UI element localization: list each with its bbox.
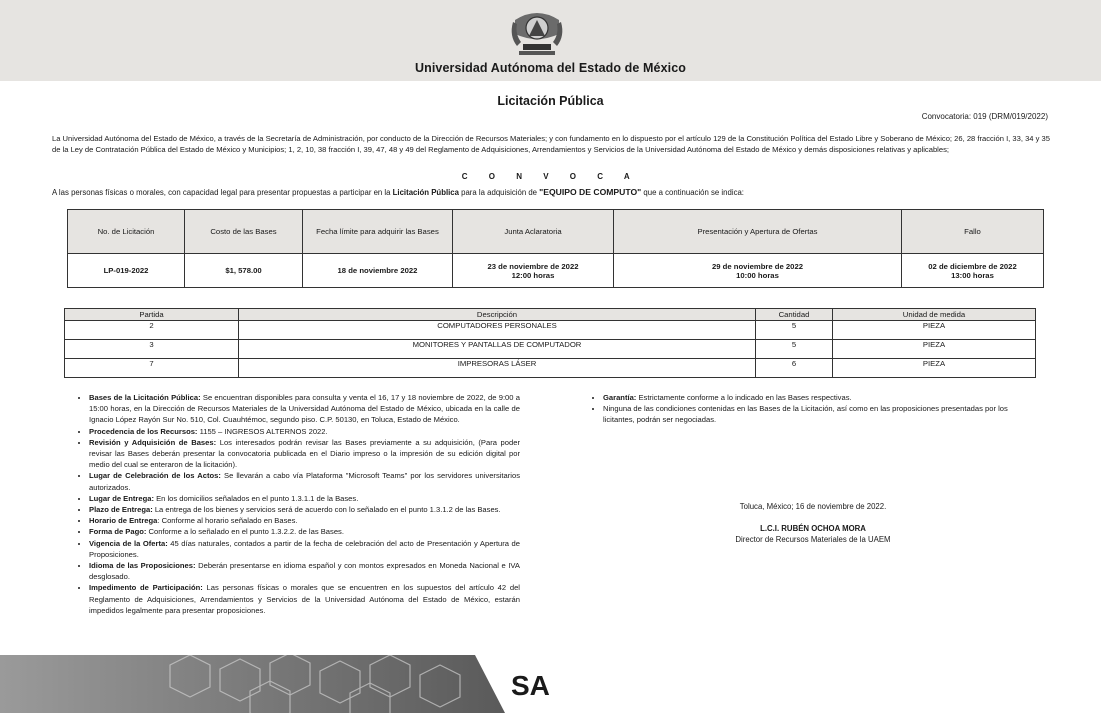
- invite-text-mid: para la adquisición de: [458, 188, 540, 197]
- list-item: [89, 526, 520, 537]
- page-header: [0, 0, 1101, 81]
- apertura-cell: [614, 254, 902, 288]
- cantidad-cell: 5: [756, 340, 833, 359]
- descripcion-cell: IMPRESORAS LÁSER: [239, 359, 756, 378]
- item-text: 1155 – INGRESOS ALTERNOS 2022.: [197, 426, 328, 436]
- item-text: Conforme a lo señalado en el punto 1.3.2.2. de las Bases.: [146, 527, 344, 537]
- list-item: [89, 515, 520, 526]
- item-text: En los domicilios señalados en el punto 1.3.1.1 de la Bases.: [153, 493, 359, 503]
- table-row: [65, 321, 1036, 340]
- header-cell: Junta Aclaratoria: [453, 210, 614, 254]
- fallo-time: 13:00 horas: [951, 270, 994, 280]
- table-header-row: [65, 309, 1036, 321]
- item-text: Se llevarán a cabo vía Plataforma "Microsoft Teams" por los servidores universitarios autorizados.: [89, 471, 521, 492]
- descripcion-cell: COMPUTADORES PERSONALES: [239, 321, 756, 340]
- item-text: Ninguna de las condiciones contenidas en las Bases de la Licitación, así como en las proposiciones presentadas por los licitantes, podrán ser negociadas.: [603, 404, 1008, 425]
- invite-item-name: "EQUIPO DE COMPUTO": [539, 187, 642, 197]
- list-item: [89, 470, 520, 492]
- apertura-date: 29 de noviembre de 2022: [711, 261, 803, 271]
- header-cell: Partida: [65, 309, 239, 321]
- university-seal-icon: [507, 6, 567, 58]
- junta-time: 12:00 horas: [511, 270, 555, 280]
- partida-cell: 2: [65, 321, 239, 340]
- conditions-list-right: [603, 392, 1039, 426]
- item-label: Idioma de las Proposiciones:: [89, 561, 196, 571]
- item-label: Lugar de Celebración de los Actos:: [89, 471, 221, 481]
- fallo-cell: [902, 254, 1044, 288]
- descripcion-cell: MONITORES Y PANTALLAS DE COMPUTADOR: [239, 340, 756, 359]
- table-row: [65, 359, 1036, 378]
- tender-cost: $1, 578.00: [185, 254, 303, 288]
- table-header-row: [68, 210, 1044, 254]
- item-label: Procedencia de los Recursos:: [89, 426, 198, 436]
- intro-paragraph: La Universidad Autónoma del Estado de México, a través de la Secretaría de Administración, por conducto de la Dirección de Recursos Materiales; y con fundamento en lo dispuesto por el artículo 129 de la Constitución Política del Estado Libre y Soberano de México; 26, 28 fracción I, 33, 34 y 35 de la Ley de Contratación Pública del Estado de México y Municipios; 1, 2, 10, 38 fracción I, 39, 47, 48 y 49 del Reglamento de Adquisiciones, Arrendamientos y Servicios de la Universidad Autónoma del Estado de México y demás disposiciones relativas y aplicables;: [52, 134, 1050, 154]
- invite-text-pre: A las personas físicas o morales, con capacidad legal para presentar propuestas a participar en la: [52, 188, 393, 197]
- footer-pattern-graphic: [0, 655, 505, 713]
- cantidad-cell: 5: [756, 321, 833, 340]
- conditions-list-left: [89, 392, 520, 616]
- item-text: Deberán presentarse en idioma español y con montos expresados en Moneda Nacional e IVA desglosado.: [89, 561, 520, 582]
- fallo-date: 02 de diciembre de 2022: [928, 261, 1017, 271]
- list-item: [89, 392, 520, 426]
- unidad-cell: PIEZA: [833, 321, 1036, 340]
- item-label: Horario de Entrega: [89, 516, 158, 526]
- item-label: Bases de la Licitación Pública:: [89, 393, 201, 402]
- item-text: La entrega de los bienes y servicios será de acuerdo con lo señalado en el punto 1.3.1.2 de las Bases.: [152, 505, 501, 515]
- header-cell: Fallo: [902, 210, 1044, 254]
- list-item: [89, 538, 520, 560]
- item-label: Plazo de Entrega:: [89, 505, 153, 515]
- item-label: Lugar de Entrega:: [89, 493, 154, 503]
- university-name: Universidad Autónoma del Estado de México: [414, 61, 687, 75]
- invite-text-bold: Licitación Pública: [392, 188, 459, 197]
- header-cell: Descripción: [239, 309, 756, 321]
- list-item: [89, 426, 520, 437]
- item-text: Estrictamente conforme a lo indicado en las Bases respectivas.: [636, 393, 852, 402]
- signature-position: Director de Recursos Materiales de la UAEM: [735, 535, 891, 544]
- item-text: Los interesados podrán revisar las Bases previamente a su adquisición, (Para poder revisar las Bases deberán presentar la convocatoria publicada en el Diario impreso o la impresión de su edición digital por medio del cual se enteraron de la licitación).: [89, 437, 520, 470]
- unidad-cell: PIEZA: [833, 340, 1036, 359]
- header-cell: Unidad de medida: [833, 309, 1036, 321]
- cantidad-cell: 6: [756, 359, 833, 378]
- table-row: [65, 340, 1036, 359]
- invite-text-post: que a continuación se indica:: [641, 188, 744, 197]
- page-title: Licitación Pública: [497, 94, 604, 108]
- junta-cell: [453, 254, 614, 288]
- signature-place-date: Toluca, México; 16 de noviembre de 2022.: [739, 502, 887, 511]
- header-cell: No. de Licitación: [68, 210, 185, 254]
- list-item: [89, 504, 520, 515]
- junta-date: 23 de noviembre de 2022: [487, 261, 579, 271]
- list-item: [603, 403, 1039, 425]
- signature-name: L.C.I. RUBÉN OCHOA MORA: [760, 524, 866, 533]
- convocatoria-number: Convocatoria: 019 (DRM/019/2022): [921, 112, 1048, 121]
- footer-mark: SA: [511, 670, 550, 701]
- header-cell: Cantidad: [756, 309, 833, 321]
- list-item: [89, 582, 520, 616]
- header-cell: Presentación y Apertura de Ofertas: [614, 210, 902, 254]
- list-item: [89, 560, 520, 582]
- list-item: [89, 493, 520, 504]
- item-label: Revisión y Adquisición de Bases:: [89, 437, 217, 447]
- partida-cell: 3: [65, 340, 239, 359]
- item-label: Impedimento de Participación:: [89, 583, 203, 593]
- list-item: [603, 392, 1039, 403]
- invitation-paragraph: [52, 187, 744, 197]
- item-text: Se encuentran disponibles para consulta y venta el 16, 17 y 18 noviembre de 2022, de 9:00 a 15:00 horas, en la Dirección de Recursos Materiales de la Universidad Autónoma del Estado de México, ubicada en la calle de Ignacio López Rayón Sur No. 510, Col. Cuauhtémoc, segundo piso. C.P. 50130, en Toluca, Estado de México.: [89, 393, 520, 425]
- convoca-heading: C O N V O C A: [461, 172, 640, 181]
- table-row: [68, 254, 1044, 288]
- apertura-time: 10:00 horas: [736, 270, 779, 280]
- item-label: Forma de Pago:: [89, 527, 147, 537]
- item-text: 45 días naturales, contados a partir de la fecha de celebración del acto de Presentación y Apertura de Proposiciones.: [89, 538, 520, 559]
- tender-schedule-table: [67, 209, 1044, 288]
- item-text: Las personas físicas o morales que se encuentren en los supuestos del artículo 42 del Reglamento de Adquisiciones, Arrendamientos y Servicios de la Universidad Autónoma del Estado de México, estarán impedidos legalmente para presentar proposiciones.: [89, 583, 520, 615]
- item-label: Garantía:: [603, 393, 637, 402]
- tender-number: LP-019-2022: [68, 254, 185, 288]
- item-text: : Conforme al horario señalado en Bases.: [157, 516, 298, 526]
- list-item: [89, 437, 520, 471]
- tender-deadline: 18 de noviembre 2022: [303, 254, 453, 288]
- header-cell: Fecha límite para adquirir las Bases: [303, 210, 453, 254]
- item-label: Vigencia de la Oferta:: [89, 538, 168, 548]
- partida-cell: 7: [65, 359, 239, 378]
- unidad-cell: PIEZA: [833, 359, 1036, 378]
- header-cell: Costo de las Bases: [185, 210, 303, 254]
- items-table: [64, 308, 1036, 378]
